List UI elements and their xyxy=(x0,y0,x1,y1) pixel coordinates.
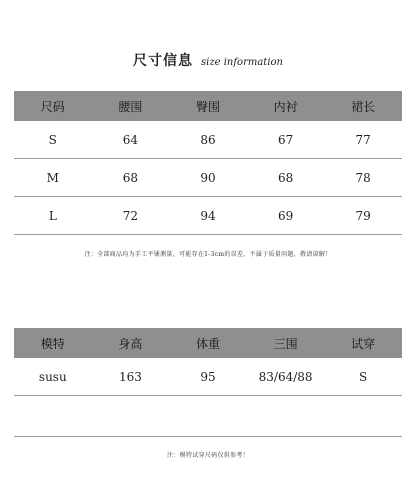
page-title xyxy=(0,50,416,70)
cell-size: S xyxy=(48,132,57,147)
table-row xyxy=(14,358,402,396)
model-note: 注：模特试穿尺码仅供参考！ xyxy=(167,452,249,459)
table-row xyxy=(14,121,402,159)
cell-lining: 68 xyxy=(277,170,294,185)
model-table xyxy=(14,328,402,437)
cell-waist: 72 xyxy=(122,208,139,223)
cell-lining: 67 xyxy=(277,132,294,147)
header-hip: 臀围 xyxy=(195,99,220,114)
cell-try-on: S xyxy=(359,369,368,384)
header-waist: 腰围 xyxy=(118,99,143,114)
cell-height: 163 xyxy=(118,369,142,384)
cell-lining: 69 xyxy=(277,208,294,223)
cell-size: M xyxy=(46,170,59,185)
cell-hip: 94 xyxy=(200,208,216,223)
header-model: 模特 xyxy=(40,336,65,351)
model-table-header xyxy=(14,328,402,358)
header-weight: 体重 xyxy=(195,336,220,351)
cell-skirt-length: 79 xyxy=(355,208,371,223)
title-english: size information xyxy=(201,57,283,68)
header-skirt-length: 裙长 xyxy=(351,99,376,114)
cell-measurements: 83/64/88 xyxy=(258,369,313,384)
table-row xyxy=(14,197,402,235)
cell-waist: 68 xyxy=(122,170,139,185)
table-row-empty xyxy=(14,396,402,437)
cell-skirt-length: 77 xyxy=(355,132,371,147)
title-chinese: 尺寸信息 xyxy=(133,53,194,69)
header-measurements: 三围 xyxy=(273,336,298,351)
header-height: 身高 xyxy=(118,336,143,351)
header-size: 尺码 xyxy=(40,99,65,114)
cell-weight: 95 xyxy=(200,369,216,384)
cell-hip: 90 xyxy=(200,170,216,185)
size-table-header xyxy=(14,91,402,121)
cell-waist: 64 xyxy=(122,132,139,147)
header-try-on: 试穿 xyxy=(351,336,376,351)
size-note: 注：全部商品均为手工平铺测量，可能存在1-3cm的误差，不属于质量问题，敬请谅解！ xyxy=(84,251,332,258)
cell-skirt-length: 78 xyxy=(355,170,371,185)
size-table xyxy=(14,91,402,235)
table-row xyxy=(14,159,402,197)
header-lining: 内衬 xyxy=(273,99,298,114)
cell-hip: 86 xyxy=(200,132,216,147)
cell-model: susu xyxy=(38,369,67,384)
cell-size: L xyxy=(48,208,57,223)
